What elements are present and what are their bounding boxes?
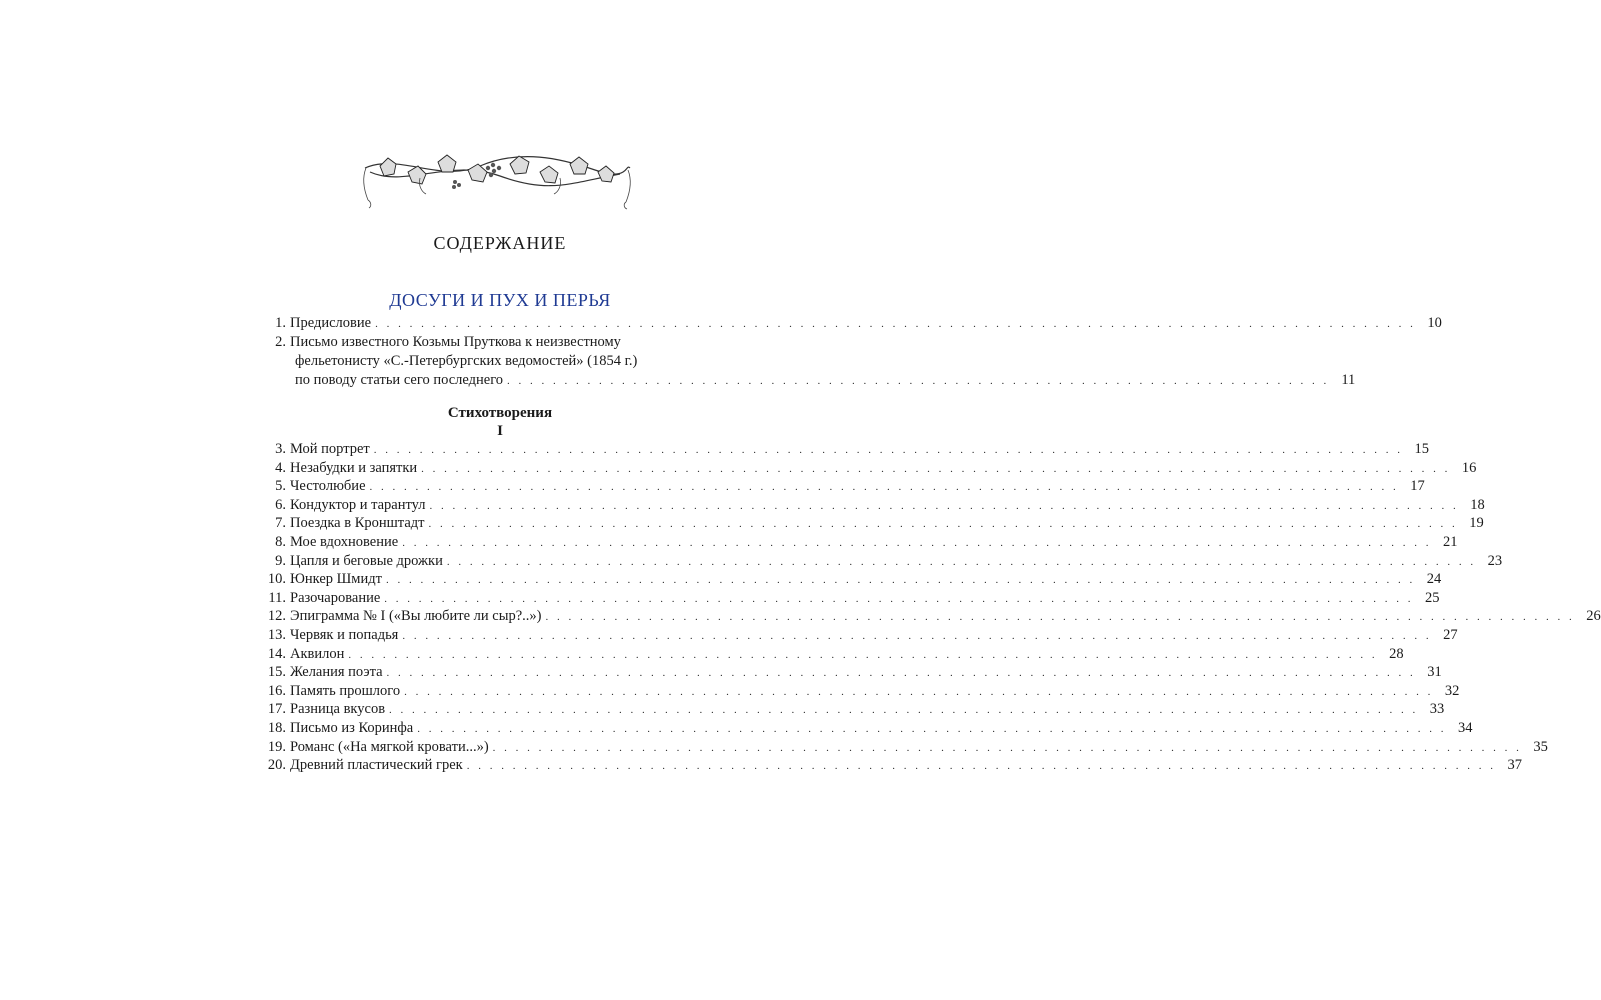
entry-page: 19 (1469, 515, 1484, 532)
entry-title-line3: по поводу статьи сего последнего (295, 372, 504, 388)
entry-title-line1: Письмо известного Козьмы Пруткова к неизвестному (290, 334, 621, 350)
dot-leader: . . . . . . . . . . . . . . . . . . . . . . . . . . . . . . . . . . . . . . . . . . . . . . . . . . . . . . . . . . . . . . . . . . . . . . . . . . . . . . . . . . . . . . . . . . (466, 760, 1496, 773)
entry-number: 13. (267, 627, 286, 643)
entry-number: 16. (267, 682, 286, 699)
entry-number: 1. (275, 315, 286, 331)
dot-leader: . . . . . . . . . . . . . . . . . . . . . . . . . . . . . . . . . . . . . . . . . . . . . . . . . . . . . . . . . . . . . . . . . . . . . . . . . . . . . . . . . . . . . . . . . . (385, 574, 1416, 587)
entry-page: 15 (1414, 441, 1430, 457)
toc-entry (255, 589, 1440, 608)
entry-page: 31 (1427, 664, 1442, 681)
entry-title: Поездка в Кронштадт (290, 515, 425, 532)
dot-leader: . . . . . . . . . . . . . . . . . . . . . . . . . . . . . . . . . . . . . . . . . . . . . . . . . . . . . . . . . . . . . . . . . . . . . . . . . . . . . . . . . . . . . . . . . . (429, 499, 1459, 512)
toc-entry (255, 514, 1484, 533)
entry-number: 4. (275, 459, 286, 476)
entry-title: Незабудки и запятки (290, 459, 418, 476)
entry-number: 11. (268, 589, 286, 606)
entry-page: 32 (1444, 682, 1460, 699)
entry-page: 37 (1507, 757, 1522, 774)
entry-number: 7. (275, 515, 286, 532)
entry-number: 3. (275, 441, 286, 457)
entry-page: 11 (1341, 372, 1356, 388)
entry-title: Разница вкусов (290, 701, 386, 718)
section-title: ДОСУГИ И ПУХ И ПЕРЬЯ (389, 290, 611, 310)
entry-title: Предисловие (290, 315, 372, 331)
entry-number: 14. (267, 645, 286, 662)
page-title: СОДЕРЖАНИЕ (433, 233, 567, 253)
entry-page: 24 (1426, 571, 1442, 588)
toc-entry-multiline (255, 333, 745, 352)
subsection-part: I (497, 423, 503, 439)
toc-entry (255, 682, 1460, 701)
entry-page: 18 (1470, 496, 1485, 513)
entry-title: Разочарование (290, 589, 381, 606)
entry-number: 15. (267, 664, 286, 681)
dot-leader: . . . . . . . . . . . . . . . . . . . . . . . . . . . . . . . . . . . . . . . . . . . . . . . . . . . . . . . . . . . . . . . . . . . . . . . . . . . . . . . . . . . . . . . . . . (417, 723, 1447, 735)
entry-page: 26 (1586, 608, 1601, 625)
entry-page: 33 (1429, 701, 1445, 718)
entry-title: Цапля и беговые дрожки (290, 552, 443, 569)
entry-number: 5. (275, 478, 286, 495)
dot-leader: . . . . . . . . . . . . . . . . . . . . . . . . . . . . . . . . . . . . . . . . . . . . . . . . . . . . . . . . . . . . . . . . . . . . . . . . . . . . . . . . . . . . . . . . . . . (375, 318, 1416, 330)
toc-entry (255, 533, 1458, 552)
entry-page: 17 (1410, 478, 1425, 495)
dot-leader: . . . . . . . . . . . . . . . . . . . . . . . . . . . . . . . . . . . . . . . . . . . . . . . . . . . . . . . . . . . . . . . . . . . . . . . . . . . . . . . . . . . . . . . . . . (545, 611, 1575, 624)
entry-title: Аквилон (290, 645, 345, 662)
entry-title: Память прошлого (290, 682, 401, 699)
toc-entry (255, 607, 1601, 626)
entry-number: 9. (275, 552, 286, 569)
entry-title-line2: фельетонисту «С.-Петербургских ведомостей» (1854 г.) (295, 353, 638, 369)
entry-page: 10 (1427, 315, 1442, 331)
toc-entry (255, 645, 1404, 664)
entry-title: Юнкер Шмидт (290, 571, 382, 588)
dot-leader: . . . . . . . . . . . . . . . . . . . . . . . . . . . . . . . . . . . . . . . . . . . . . . . . . . . . . . . . . . . . . . . . . . . . . . . . . . . . . . . . . . . . . . . . . . (428, 518, 1458, 531)
entry-page: 35 (1533, 738, 1548, 755)
entry-title: Кондуктор и тарантул (290, 496, 426, 513)
dot-leader: . . . . . . . . . . . . . . . . . . . . . . . . . . . . . . . . . . . . . . . . . . . . . . . . . . . . . . . . . . . . . . . . . . . . . . . . . . . . . . . . . . . . . . . . . . (369, 481, 1399, 494)
entry-title: Письмо из Коринфа (290, 720, 414, 736)
entry-number: 10. (267, 571, 286, 588)
dot-leader: . . . . . . . . . . . . . . . . . . . . . . . . . . . . . . . . . . . . . . . . . . . . . . . . . . . . . . . . . . . . . . . . . . . . . . . . . . . . . . . . . . . . . . . . . . (402, 630, 1432, 642)
toc-entry (255, 477, 1425, 496)
entry-title: Древний пластический грек (290, 757, 463, 774)
toc-entry (255, 719, 1473, 738)
dot-leader: . . . . . . . . . . . . . . . . . . . . . . . . . . . . . . . . . . . . . . . . . . . . . . . . . . . . . . . . . . . . . . . . . . . . . . . . . . . . . . . . . . . . . . . . . . (373, 444, 1404, 456)
toc-entry (255, 440, 1430, 459)
dot-leader: . . . . . . . . . . . . . . . . . . . . . . . . . . . . . . . . . . . . . . . . . . . . . . . . . . . . . . . . . . . . . . . . . . . . . . . . (507, 375, 1330, 387)
entry-title: Романс («На мягкой кровати...») (290, 738, 489, 755)
entry-number: 20. (267, 757, 286, 774)
entry-page: 16 (1461, 459, 1477, 476)
entry-number: 12. (267, 608, 286, 625)
dot-leader: . . . . . . . . . . . . . . . . . . . . . . . . . . . . . . . . . . . . . . . . . . . . . . . . . . . . . . . . . . . . . . . . . . . . . . . . . . . . . . . . . . . . . . . . . . (402, 537, 1432, 549)
toc-entry (255, 738, 1548, 757)
toc-entry (255, 756, 1522, 775)
toc-entry (255, 496, 1485, 515)
entry-page: 21 (1442, 534, 1458, 550)
toc-entry (255, 626, 1458, 645)
subsection-title: Стихотворения (447, 405, 553, 421)
entry-number: 6. (275, 496, 286, 513)
toc-entry (255, 314, 1442, 333)
vine-ornament (360, 148, 635, 210)
dot-leader: . . . . . . . . . . . . . . . . . . . . . . . . . . . . . . . . . . . . . . . . . . . . . . . . . . . . . . . . . . . . . . . . . . . . . . . . . . . . . . . . . . . . . . . . . . (421, 462, 1451, 475)
dot-leader: . . . . . . . . . . . . . . . . . . . . . . . . . . . . . . . . . . . . . . . . . . . . . . . . . . . . . . . . . . . . . . . . . . . . . . . . . . . . . . . . . . . . . . . . . . (404, 685, 1434, 698)
entry-number: 19. (267, 738, 286, 755)
entry-number: 18. (267, 720, 286, 736)
entry-title: Желания поэта (290, 664, 383, 681)
entry-page: 34 (1458, 720, 1473, 736)
entry-page: 25 (1425, 589, 1440, 606)
dot-leader: . . . . . . . . . . . . . . . . . . . . . . . . . . . . . . . . . . . . . . . . . . . . . . . . . . . . . . . . . . . . . . . . . . . . . . . . . . . . . . . . . . . . . . . . . . (384, 592, 1414, 605)
toc-entry (255, 663, 1442, 682)
entry-title: Мое вдохновение (290, 534, 399, 550)
entry-number: 17. (267, 701, 286, 718)
entry-number: 8. (275, 534, 286, 550)
toc-entry (255, 570, 1442, 589)
entry-page: 23 (1487, 552, 1503, 569)
entry-page: 28 (1389, 645, 1404, 662)
dot-leader: . . . . . . . . . . . . . . . . . . . . . . . . . . . . . . . . . . . . . . . . . . . . . . . . . . . . . . . . . . . . . . . . . . . . . . . . . . . . . . . . . . . . . . . . . . (386, 667, 1416, 680)
toc-entry (255, 459, 1477, 478)
dot-leader: . . . . . . . . . . . . . . . . . . . . . . . . . . . . . . . . . . . . . . . . . . . . . . . . . . . . . . . . . . . . . . . . . . . . . . . . . . . . . . . . . . . . . . . . . . (348, 648, 1378, 661)
entry-number: 2. (275, 334, 286, 350)
entry-title: Честолюбие (290, 478, 366, 495)
toc-entry (255, 700, 1445, 719)
dot-leader: . . . . . . . . . . . . . . . . . . . . . . . . . . . . . . . . . . . . . . . . . . . . . . . . . . . . . . . . . . . . . . . . . . . . . . . . . . . . . . . . . . . . . . . . . . (389, 704, 1419, 717)
entry-page: 27 (1443, 627, 1458, 643)
dot-leader: . . . . . . . . . . . . . . . . . . . . . . . . . . . . . . . . . . . . . . . . . . . . . . . . . . . . . . . . . . . . . . . . . . . . . . . . . . . . . . . . . . . . . . . . . . (446, 555, 1477, 568)
toc-entry-last-line (291, 371, 1356, 390)
entry-title: Червяк и попадья (290, 627, 399, 643)
dot-leader: . . . . . . . . . . . . . . . . . . . . . . . . . . . . . . . . . . . . . . . . . . . . . . . . . . . . . . . . . . . . . . . . . . . . . . . . . . . . . . . . . . . . . . . . . . (492, 741, 1522, 754)
entry-title: Мой портрет (290, 441, 370, 457)
toc-entry (255, 552, 1503, 571)
entry-title: Эпиграмма № I («Вы любите ли сыр?..») (290, 608, 542, 625)
